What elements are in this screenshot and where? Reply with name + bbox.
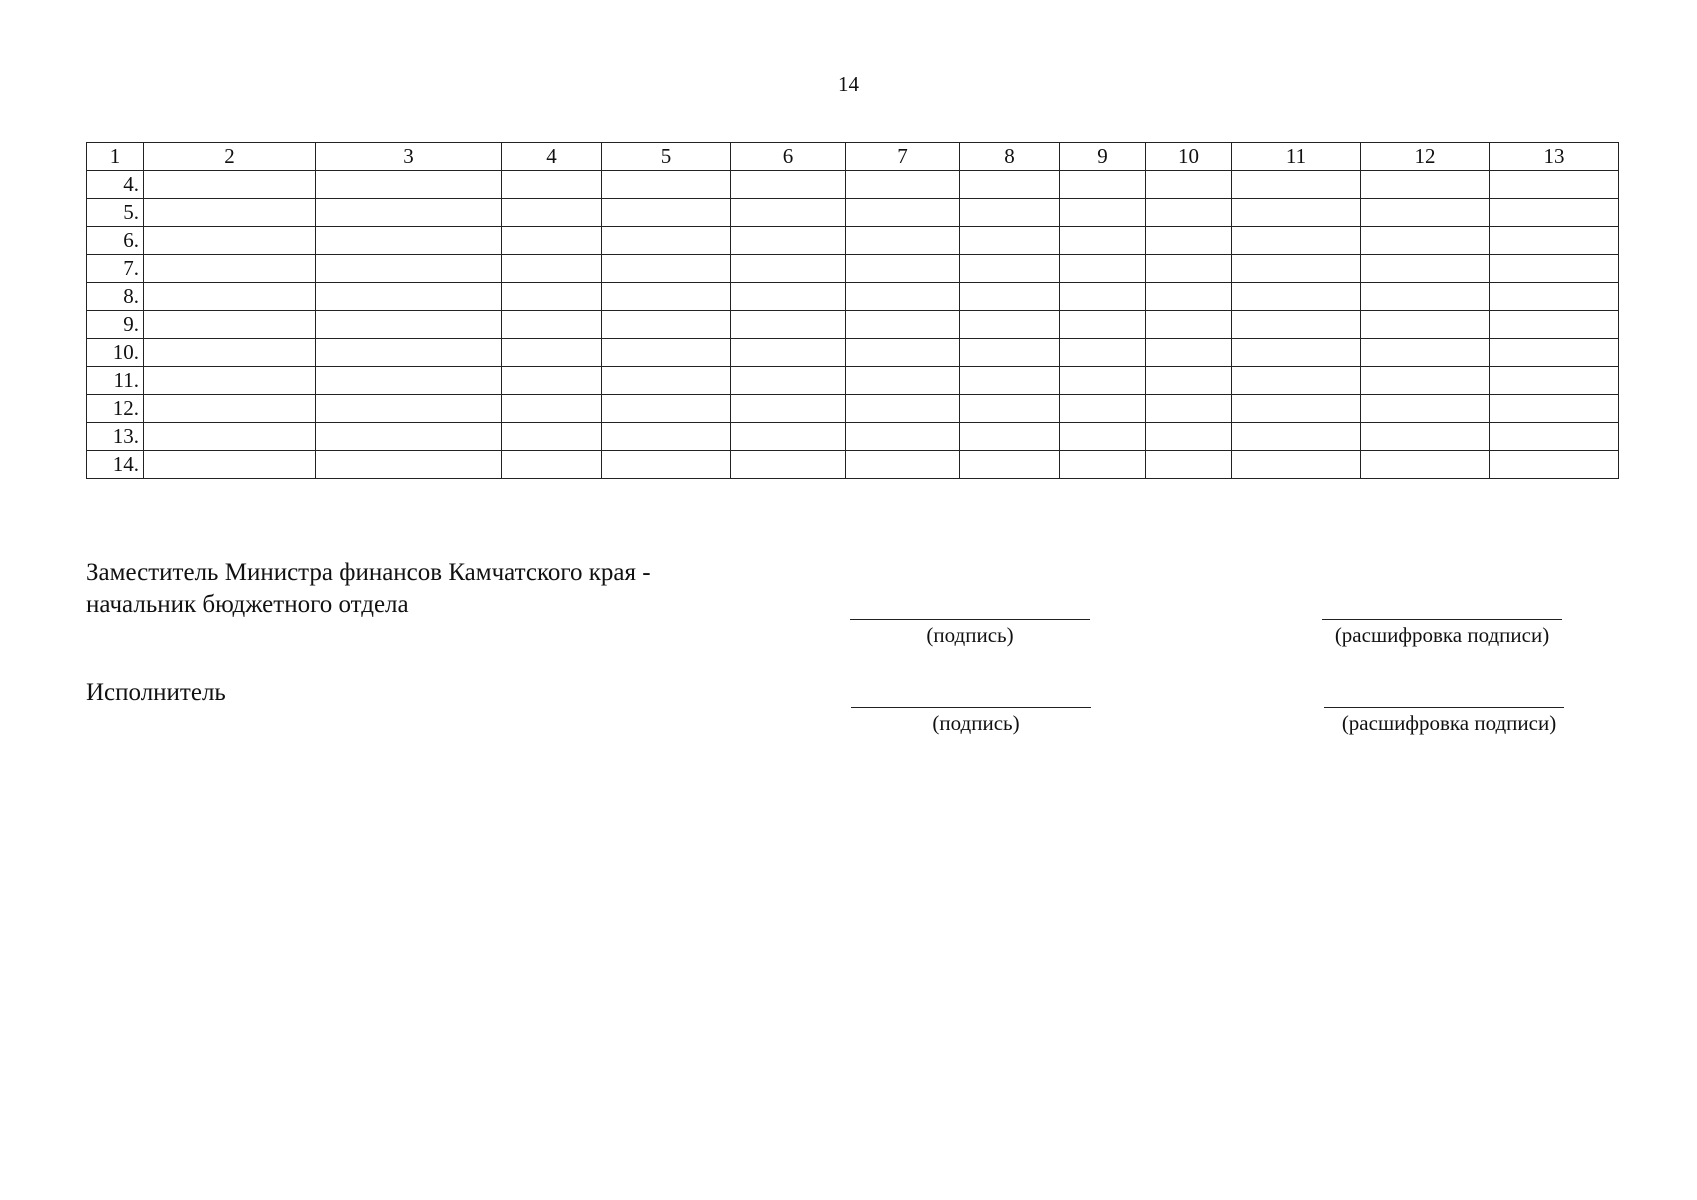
column-number-header: 8 [960,143,1060,171]
table-cell[interactable] [502,311,602,339]
table-cell[interactable] [731,255,846,283]
table-cell[interactable] [502,227,602,255]
table-cell[interactable] [731,395,846,423]
table-cell[interactable] [1361,339,1490,367]
table-cell[interactable] [960,255,1060,283]
table-cell[interactable] [602,395,731,423]
table-cell[interactable] [1490,311,1619,339]
table-cell[interactable] [1146,283,1232,311]
row-number-cell: 8. [87,283,144,311]
table-cell[interactable] [602,423,731,451]
table-cell[interactable] [1490,451,1619,479]
column-number-header: 7 [846,143,960,171]
table-cell[interactable] [316,451,502,479]
table-row [87,367,1619,395]
table-cell[interactable] [1060,451,1146,479]
table-cell[interactable] [1361,171,1490,199]
column-number-header: 12 [1361,143,1490,171]
deputy-signature-line[interactable] [850,619,1090,620]
table-cell[interactable] [846,227,960,255]
table-cell[interactable] [1232,227,1361,255]
table-cell[interactable] [1060,227,1146,255]
table-cell[interactable] [1490,283,1619,311]
data-table [86,142,1619,479]
table-cell[interactable] [731,283,846,311]
table-cell[interactable] [144,311,316,339]
column-number-header: 2 [144,143,316,171]
table-cell[interactable] [1232,395,1361,423]
table-cell[interactable] [846,311,960,339]
table-cell[interactable] [502,395,602,423]
row-number-cell: 10. [87,339,144,367]
table-cell[interactable] [1232,367,1361,395]
table-row [87,199,1619,227]
table-cell[interactable] [602,199,731,227]
table-cell[interactable] [602,311,731,339]
column-number-header: 5 [602,143,731,171]
table-cell[interactable] [1146,451,1232,479]
table-cell[interactable] [1361,227,1490,255]
row-number-cell: 11. [87,367,144,395]
table-cell[interactable] [1232,283,1361,311]
table-cell[interactable] [602,255,731,283]
column-number-header: 9 [1060,143,1146,171]
deputy-title-line2: начальник бюджетного отдела [86,591,409,618]
table-cell[interactable] [1146,227,1232,255]
table-cell[interactable] [144,395,316,423]
row-number-cell: 7. [87,255,144,283]
executor-title: Исполнитель [86,679,226,706]
table-cell[interactable] [602,451,731,479]
table-row [87,395,1619,423]
table-cell[interactable] [960,367,1060,395]
table-cell[interactable] [1146,367,1232,395]
table-cell[interactable] [1490,227,1619,255]
executor-signature-line[interactable] [851,707,1091,708]
table-row [87,339,1619,367]
column-number-header: 6 [731,143,846,171]
table-cell[interactable] [316,255,502,283]
table-cell[interactable] [316,171,502,199]
table-cell[interactable] [144,171,316,199]
table-cell[interactable] [1060,283,1146,311]
table-cell[interactable] [1490,171,1619,199]
table-cell[interactable] [1060,339,1146,367]
table-cell[interactable] [846,339,960,367]
table-row [87,423,1619,451]
table-row [87,283,1619,311]
table-cell[interactable] [1060,423,1146,451]
table-cell[interactable] [316,367,502,395]
table-cell[interactable] [1361,367,1490,395]
table-row [87,451,1619,479]
table-cell[interactable] [731,311,846,339]
table-cell[interactable] [1490,339,1619,367]
table-cell[interactable] [960,339,1060,367]
table-cell[interactable] [1232,255,1361,283]
table-cell[interactable] [144,367,316,395]
table-cell[interactable] [731,171,846,199]
table-cell[interactable] [731,367,846,395]
table-cell[interactable] [1361,423,1490,451]
table-cell[interactable] [502,171,602,199]
row-number-cell: 12. [87,395,144,423]
table-cell[interactable] [1060,255,1146,283]
table-cell[interactable] [960,423,1060,451]
table-row [87,255,1619,283]
table-cell[interactable] [1490,395,1619,423]
table-row [87,227,1619,255]
row-number-cell: 4. [87,171,144,199]
table-cell[interactable] [1146,395,1232,423]
table-cell[interactable] [846,423,960,451]
row-number-cell: 6. [87,227,144,255]
column-number-header: 3 [316,143,502,171]
row-number-cell: 13. [87,423,144,451]
table-cell[interactable] [960,227,1060,255]
deputy-decode-line[interactable] [1322,619,1562,620]
table-cell[interactable] [1361,283,1490,311]
row-number-cell: 9. [87,311,144,339]
table-cell[interactable] [316,339,502,367]
table-cell[interactable] [1232,423,1361,451]
table-cell[interactable] [1490,255,1619,283]
column-number-header: 4 [502,143,602,171]
table-cell[interactable] [316,311,502,339]
table-cell[interactable] [1060,395,1146,423]
table-cell[interactable] [846,171,960,199]
table-cell[interactable] [1232,311,1361,339]
table-cell[interactable] [1361,451,1490,479]
executor-decode-line[interactable] [1324,707,1564,708]
table-cell[interactable] [1146,255,1232,283]
table-cell[interactable] [960,199,1060,227]
table-cell[interactable] [1146,311,1232,339]
table-cell[interactable] [1060,311,1146,339]
table-cell[interactable] [144,423,316,451]
table-cell[interactable] [1361,255,1490,283]
row-number-cell: 5. [87,199,144,227]
table-cell[interactable] [1146,171,1232,199]
table-cell[interactable] [1232,199,1361,227]
table-cell[interactable] [502,367,602,395]
column-number-header: 1 [87,143,144,171]
table-cell[interactable] [1146,423,1232,451]
table-cell[interactable] [1060,171,1146,199]
table-cell[interactable] [602,171,731,199]
table-cell[interactable] [846,451,960,479]
deputy-signature-caption: (подпись) [926,623,1014,647]
column-number-header: 13 [1490,143,1619,171]
table-cell[interactable] [960,283,1060,311]
table-cell[interactable] [1232,339,1361,367]
table-cell[interactable] [316,199,502,227]
table-cell[interactable] [1146,199,1232,227]
table-cell[interactable] [731,199,846,227]
table-header-row [87,143,1619,171]
table-cell[interactable] [846,199,960,227]
table-cell[interactable] [1490,199,1619,227]
table-cell[interactable] [502,339,602,367]
table-cell[interactable] [1060,199,1146,227]
table-cell[interactable] [602,227,731,255]
deputy-minister-title [86,557,651,621]
page-number: 14 [838,72,859,96]
table-cell[interactable] [502,283,602,311]
table-cell[interactable] [846,283,960,311]
table-cell[interactable] [502,451,602,479]
table-row [87,311,1619,339]
table-cell[interactable] [502,199,602,227]
table-cell[interactable] [1232,171,1361,199]
table-cell[interactable] [144,283,316,311]
table-cell[interactable] [1361,199,1490,227]
table-cell[interactable] [960,451,1060,479]
table-cell[interactable] [1232,451,1361,479]
table-cell[interactable] [1146,339,1232,367]
table-cell[interactable] [602,367,731,395]
table-cell[interactable] [144,255,316,283]
table-cell[interactable] [316,423,502,451]
table-cell[interactable] [144,227,316,255]
table-cell[interactable] [960,311,1060,339]
table-cell[interactable] [502,255,602,283]
table-cell[interactable] [1490,367,1619,395]
deputy-decode-caption: (расшифровка подписи) [1334,623,1550,647]
table-cell[interactable] [144,451,316,479]
executor-signature-caption: (подпись) [932,711,1020,735]
table-cell[interactable] [731,227,846,255]
table-cell[interactable] [144,339,316,367]
table-cell[interactable] [731,339,846,367]
table-cell[interactable] [1060,367,1146,395]
table-cell[interactable] [846,255,960,283]
column-number-header: 10 [1146,143,1232,171]
table-cell[interactable] [144,199,316,227]
table-cell[interactable] [960,171,1060,199]
executor-decode-caption: (расшифровка подписи) [1341,711,1557,735]
column-number-header: 11 [1232,143,1361,171]
table-cell[interactable] [1361,395,1490,423]
table-cell[interactable] [316,283,502,311]
table-cell[interactable] [731,423,846,451]
table-cell[interactable] [960,395,1060,423]
table-cell[interactable] [316,395,502,423]
table-cell[interactable] [1490,423,1619,451]
deputy-title-line1: Заместитель Министра финансов Камчатского края - [86,559,651,586]
table-row [87,171,1619,199]
table-cell[interactable] [316,227,502,255]
table-cell[interactable] [731,451,846,479]
table-cell[interactable] [1361,311,1490,339]
table-cell[interactable] [602,339,731,367]
table-cell[interactable] [602,283,731,311]
row-number-cell: 14. [87,451,144,479]
table-cell[interactable] [502,423,602,451]
table-cell[interactable] [846,367,960,395]
table-cell[interactable] [846,395,960,423]
